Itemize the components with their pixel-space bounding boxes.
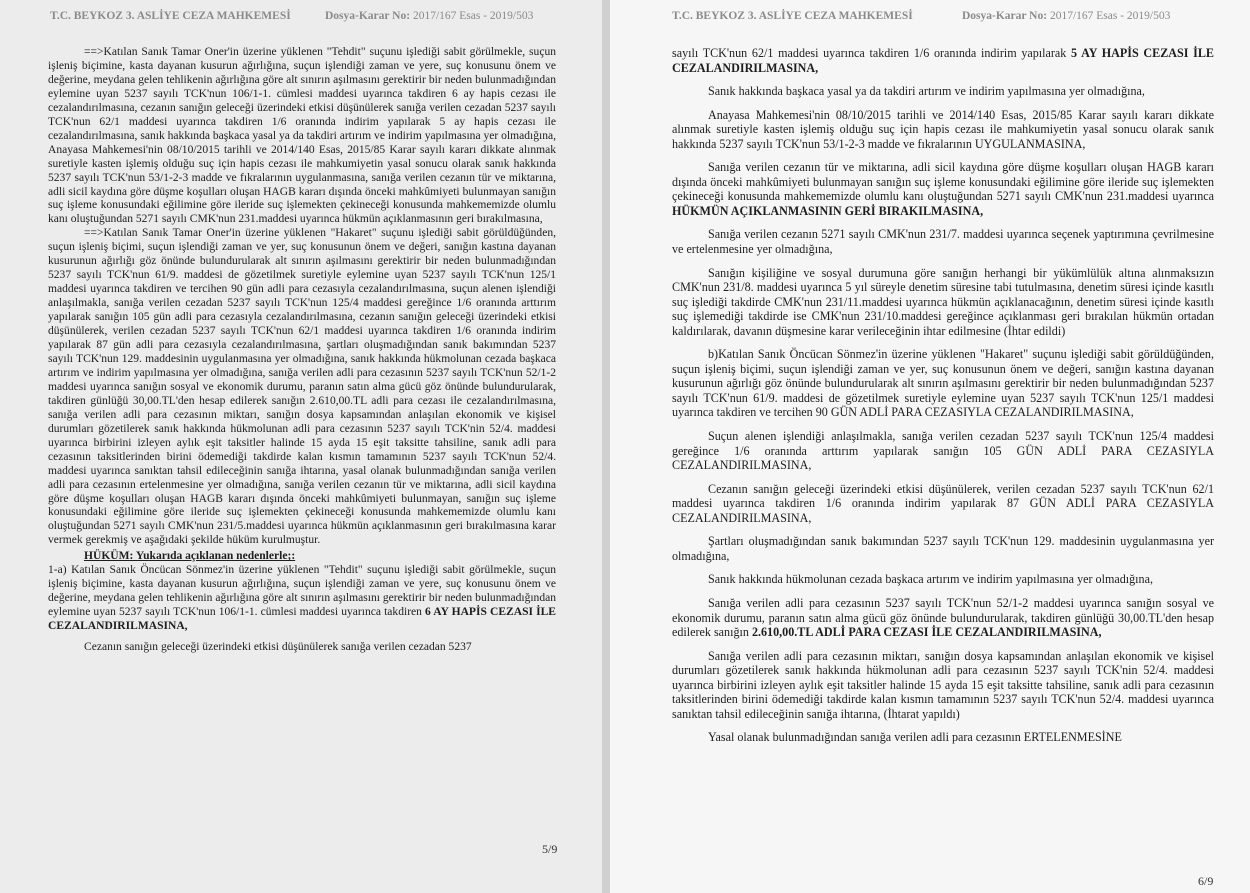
right-page: [610, 0, 1250, 893]
case-number-value: 2017/167 Esas - 2019/503: [1049, 10, 1171, 22]
paragraph: Şartları oluşmadığından sanık bakımından 5237 sayılı TCK'nun 129. maddesinin uygulanmasına yer olmadığına,: [672, 534, 1214, 563]
paragraph-text: Sanığa verilen adli para cezasının 5237 sayılı TCK'nun 52/1-2 maddesi uyarınca sanığın sosyal ve ekonomik durumu, paranın satın alma gücü göz önünde bulundurularak, takdiren günlüğü 30,00.TL'den hesap edilerek sanığın: [672, 595, 1214, 640]
page-number: 5/9: [542, 842, 558, 856]
paragraph: [672, 160, 1214, 218]
paragraph: Cezanın sanığın geleceği üzerindeki etkisi düşünülerek sanığa verilen cezadan 5237: [84, 641, 472, 654]
paragraph: Cezanın sanığın geleceği üzerindeki etkisi düşünülerek, verilen cezadan 5237 sayılı TCK'nun 62/1 maddesi uyarınca takdiren 1/6 oranında indirim yapılarak 87 GÜN ADLİ PARA CEZASIYLA CEZALANDIRILMASINA,: [672, 481, 1214, 525]
paragraph: Sanığın kişiliğine ve sosyal durumuna göre sanığın herhangi bir yükümlülük altına alınmaksızın CMK'nun 231/8. maddesi uyarınca 5 yıl süreyle denetim süresine tabi tutulmasına, denetim süresi içinde kasıtlı suç işlediği takdirde CMK'nun 231/11.maddesi uyarınca hükmün açıklanacağının, denetim süresi içinde kasıtlı suç işlemediği takdirde ise CMK'nun 231/10.maddesi gereğince açıklanması geri bırakılan hükmün ortadan kaldırılarak, davanın düşmesine karar verileceğinin ihtar edilmesine (İhtar edildi): [672, 265, 1214, 338]
paragraph-text: sayılı TCK'nun 62/1 maddesi uyarınca takdiren 1/6 oranında indirim yapılarak: [672, 46, 1072, 60]
case-number-header: [962, 10, 1170, 22]
case-number-header: [325, 10, 533, 22]
left-page-body: [48, 46, 556, 655]
paragraph-text: 1-a) Katılan Sanık Öncücan Sönmez'in üzerine yüklenen "Tehdit" suçunu işlediği sabit görülmekle, suçun işleniş biçimine, kasta dayanan kusurun ağırlığına, suçun işlendiği zaman ve yere, suç konusunu önem ve değerine, meydana gelen tehlikenin ağırlığına göre alt sınırın aşılmasını gerektirir bir neden bulunmadığından eylemine uyan 5237 sayılı TCK'nun 106/1-1. cümlesi maddesi uyarınca takdiren: [48, 564, 556, 619]
paragraph-bold: 5 AY HAPİS CEZASI İLE CEZALANDIRILMASINA,: [672, 46, 1214, 75]
paragraph: Sanık hakkında başkaca yasal ya da takdiri artırım ve indirim yapılmasına yer olmadığına,: [708, 84, 1145, 99]
paragraph: [48, 564, 556, 634]
right-page-body: [672, 46, 1214, 745]
paragraph-bold: 6 AY HAPİS CEZASI İLE CEZALANDIRILMASINA,: [48, 606, 556, 633]
court-header: T.C. BEYKOZ 3. ASLİYE CEZA MAHKEMESİ: [50, 10, 291, 22]
verdict-heading: HÜKÜM: Yukarıda açıklanan nedenlerle;:: [84, 550, 296, 563]
paragraph: [672, 46, 1214, 75]
case-number-value: 2017/167 Esas - 2019/503: [412, 10, 534, 22]
paragraph-bold: HÜKMÜN AÇIKLANMASININ GERİ BIRAKILMASINA,: [672, 203, 984, 218]
case-number-label: Dosya-Karar No:: [962, 10, 1048, 22]
paragraph: ==>Katılan Sanık Tamar Oner'in üzerine yüklenen "Tehdit" suçunu işlediği sabit görülmekle, suçun işleniş biçimine, kasta dayanan kusurun ağırlığına, suçun işlendiği zaman ve yere, suç konusunu önem ve değerine, meydana gelen tehlikenin ağırlığına göre alt sınırın aşılmasını gerektirir bir neden bulunmadığından eylemine uyan 5237 sayılı TCK'nun 106/1-1. cümlesi maddesi uyarınca takdiren 6 ay hapis cezası ile cezalandırılmasına, cezanın sanığın geleceği üzerindeki etkisi düşünülerek sanığa verilen cezadan 5237 sayılı TCK'nun 62/1 maddesi uyarınca takdiren 1/6 oranında indirim yapılarak 5 ay hapis cezası ile cezalandırılmasına, sanık hakkında başkaca yasal ya da takdiri artırım ve indirim yapılmasına yer olmadığına, Anayasa Mahkemesi'nin 08/10/2015 tarihli ve 2014/140 Esas, 2015/85 Karar sayılı kararı dikkate alınmak suretiyle kasten işlemiş olduğu suç için hapis cezası ile mahkumiyetin yasal sonucu olarak sanık hakkında 5237 sayılı TCK'nun 53/1-2-3 madde ve fıkralarının uygulanmasına, sanığa verilen cezanın tür ve miktarına, adli sicil kaydına göre düşme koşulları oluşan HAGB kararı dışında önceki mahkûmiyeti bulunmayan sanığın suç işleme konusundaki eğilimine göre ileride suç işlemekten çekineceği konusunda mahkememizde olumlu kanı oluştuğundan 5271 sayılı CMK'nun 231.maddesi uyarınca hükmün açıklanmasının geri bırakılmasına,: [48, 46, 556, 226]
paragraph: Sanık hakkında hükmolunan cezada başkaca artırım ve indirim yapılmasına yer olmadığına,: [708, 572, 1153, 587]
paragraph: Yasal olanak bulunmadığından sanığa verilen adli para cezasının ERTELENMESİNE: [708, 730, 1122, 745]
paragraph: b)Katılan Sanık Öncücan Sönmez'in üzerine yüklenen "Hakaret" suçunu işlediği sabit görüldüğünden, suçun işleniş biçimi, suçun işlendiği zaman ve yer, suç konusunun önem ve değeri, sanığın kastına dayanan kusurunun ağırlığı göz önünde bulundurularak alt sınırın aşılmasını gerektirir bir neden bulunmadığından 5237 sayılı TCK'nun 61/9. maddesi de gözetilmek suretiyle eylemine uyan 5237 sayılı TCK'nun 125/1 maddesi uyarınca takdiren ve tercihen 90 GÜN ADLİ PARA CEZASIYLA CEZALANDIRILMASINA,: [672, 347, 1214, 420]
paragraph-text: Sanığa verilen cezanın tür ve miktarına, adli sicil kaydına göre düşme koşulları oluşan HAGB kararı dışında önceki mahkûmiyeti bulunmayan sanığın suç işleme konusundaki eğilimine göre ileride suç işlemekten çekineceği konusunda mahkememizde olumlu kanı oluştuğundan 5271 sayılı CMK'nun 231.maddesi uyarınca: [672, 160, 1214, 204]
left-page: [0, 0, 602, 893]
page-number: 6/9: [1198, 874, 1214, 888]
paragraph: ==>Katılan Sanık Tamar Oner'in üzerine yüklenen "Hakaret" suçunu işlediği sabit görüldüğünden, suçun işleniş biçimi, suçun işlendiği zaman ve yer, suç konusunun önem ve değeri, sanığın kastına dayanan kusurunun ağırlığı göz önünde bulundurularak alt sınırın aşılmasını gerektirir bir neden bulunmadığından 5237 sayılı TCK'nun 61/9. maddesi de gözetilmek suretiyle eylemine uyan 5237 sayılı TCK'nun 125/1 maddesi uyarınca takdiren ve tercihen 90 gün adli para cezasıyla cezalandırılmasına, suçun alenen işlendiği anlaşılmakla, sanığa verilen cezadan 5237 sayılı TCK'nun 125/4 maddesi gereğince 1/6 oranında arttırım yapılarak sanığın 105 gün adli para cezasıyla cezalandırılmasına, cezanın sanığın geleceği üzerindeki etkisi düşünülerek, verilen cezadan 5237 sayılı TCK'nun 62/1 maddesi uyarınca takdiren 1/6 oranında indirim yapılarak 87 gün adli para cezasıyla cezalandırılmasına, şartları oluşmadığından sanık bakımından 5237 sayılı TCK'nun 129. maddesinin uygulanmasına yer olmadığına, sanık hakkında hükmolunan cezada başkaca artırım ve indirim yapılmasına yer olmadığına, sanığa verilen adli para cezasının 5237 sayılı TCK'nun 52/1-2 maddesi uyarınca sanığın sosyal ve ekonomik durumu, paranın satın alma gücü göz önünde bulundurularak, takdiren günlüğü 30,00.TL'den hesap edilerek sanığın 2.610,00.TL adli para cezası ile cezalandırılmasına, sanığa verilen adli para cezasının miktarı, sanığın dosya kapsamından anlaşılan ekonomik ve kişisel durumları gözetilerek sanık hakkında hükmolunan adli para cezasının 5237 sayılı TCK'nin 52/4. maddesi uyarınca birbirini izleyen aylık eşit taksitler halinde 15 ayda 15 eşit taksitte tahsiline, sanık adli para cezasının taksitlerinden birini ödemediği takdirde kalan kısmın tamamının 5237 sayılı TCK'nun 52/4. maddesi uyarınca sanıktan tahsil edileceğinin sanığa ihtarına, yasal olanak bulunmadığından sanığa verilen adli para cezasının ertelenmesine yer olmadığına, sanığa verilen cezanın tür ve miktarına, adli sicil kaydına göre düşme koşulları oluşan HAGB kararı dışında önceki mahkûmiyeti bulunmayan, sanığın suç işleme konusundaki eğilimine göre ileride suç işlemekten çekineceği konusunda mahkememizde olumlu kanı oluştuğundan 5271 sayılı CMK'nun 231/5.maddesi uyarınca hükmün açıklanmasının geri bırakılmasına karar vermek gerekmiş ve aşağıdaki şekilde hüküm kurulmuştur.: [48, 227, 556, 547]
page-gutter: [602, 0, 610, 893]
court-header: T.C. BEYKOZ 3. ASLİYE CEZA MAHKEMESİ: [672, 10, 913, 22]
paragraph: [672, 596, 1214, 640]
paragraph: Sanığa verilen adli para cezasının miktarı, sanığın dosya kapsamından anlaşılan ekonomik ve kişisel durumları gözetilerek sanık hakkında hükmolunan adli para cezasının 5237 sayılı TCK'nin 52/4. maddesi uyarınca birbirini izleyen aylık eşit taksitler halinde 15 ayda 15 eşit taksitte tahsiline, sanık adli para cezasının taksitlerinden birini ödemediği takdirde kalan kısmın tamamının 5237 sayılı TCK'nun 52/4. maddesi uyarınca sanıktan tahsil edileceğinin sanığa ihtarına, (İhtarat yapıldı): [672, 648, 1214, 721]
case-number-label: Dosya-Karar No:: [325, 10, 411, 22]
paragraph-bold: 2.610,00.TL ADLİ PARA CEZASI İLE CEZALANDIRILMASINA,: [751, 625, 1102, 640]
paragraph: Anayasa Mahkemesi'nin 08/10/2015 tarihli ve 2014/140 Esas, 2015/85 Karar sayılı kararı dikkate alınmak suretiyle kasten işlemiş olduğu suç için hapis cezası ile mahkumiyetin yasal sonucu olarak sanık hakkında 5237 sayılı TCK'nun 53/1-2-3 madde ve fıkralarının UYGULANMASINA,: [672, 107, 1214, 151]
paragraph: Suçun alenen işlendiği anlaşılmakla, sanığa verilen cezadan 5237 sayılı TCK'nun 125/4 maddesi gereğince 1/6 oranında arttırım yapılarak sanığın 105 GÜN ADLİ PARA CEZASIYLA CEZALANDIRILMASINA,: [672, 429, 1214, 473]
paragraph: Sanığa verilen cezanın 5271 sayılı CMK'nun 231/7. maddesi uyarınca seçenek yaptırımına çevrilmesine ve ertelenmesine yer olmadığına,: [672, 227, 1214, 257]
